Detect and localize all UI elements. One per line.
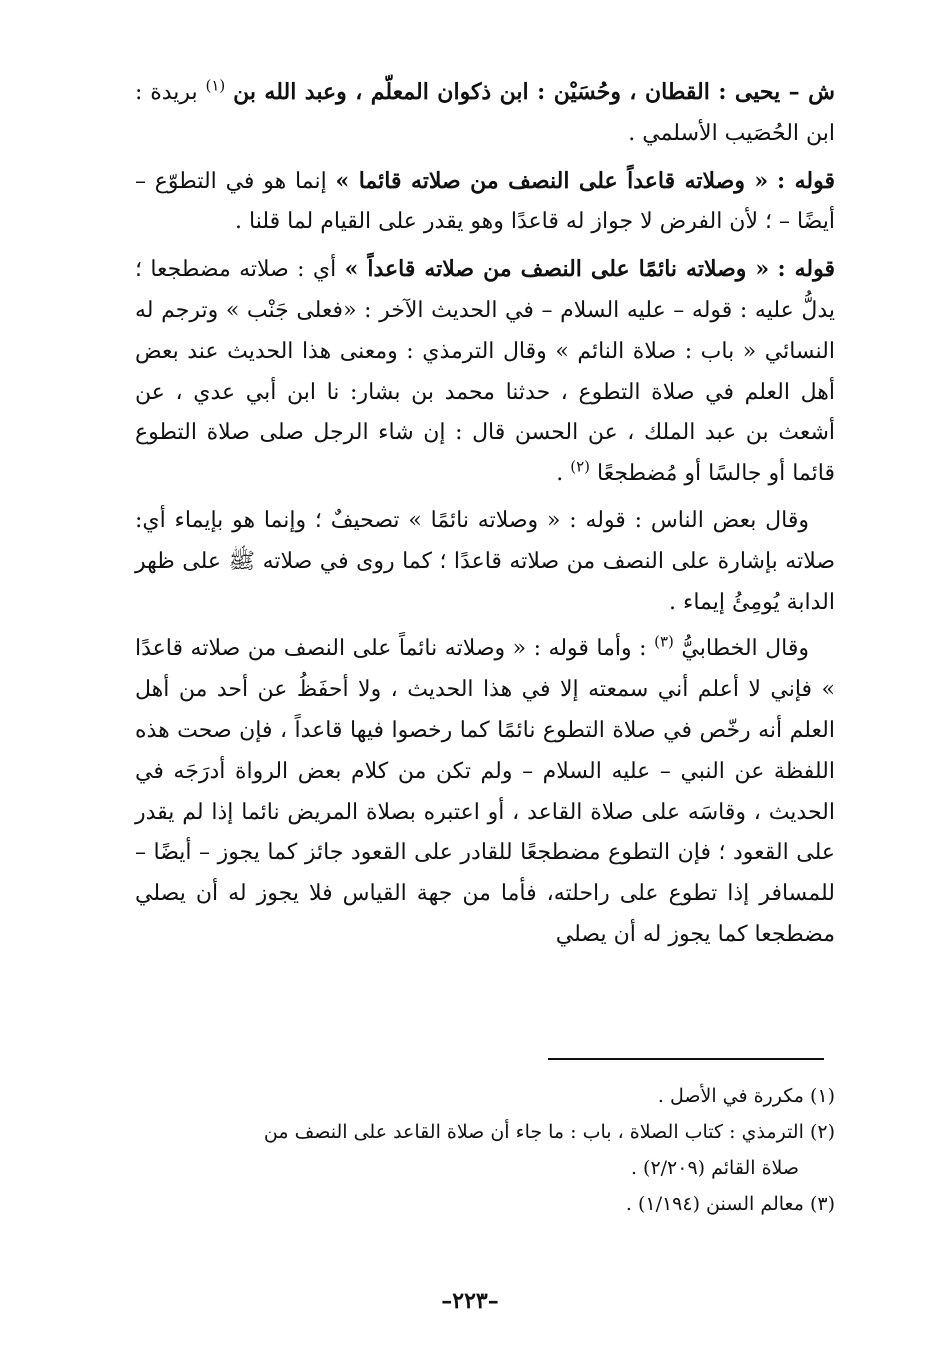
footnote-1-number: (١) (809, 1085, 835, 1107)
footnote-2-continuation (135, 1150, 835, 1186)
paragraph-3-lead: قوله : (777, 256, 835, 283)
paragraph-3-end: . (556, 461, 564, 487)
page-number: –٢٢٣– (441, 1288, 499, 1314)
paragraph-1-tail: بريدة : ابن الحُصَيب الأسلمي . (135, 80, 835, 146)
footnote-3-number: (٣) (809, 1193, 835, 1215)
footnote-1-text: مكررة في الأصل . (657, 1085, 804, 1107)
main-text (135, 72, 835, 962)
paragraph-5 (135, 629, 835, 955)
footnote-ref-3: (٣) (654, 633, 674, 652)
footnote-1 (135, 1078, 835, 1114)
paragraph-5-lead: وقال الخطابيُّ (681, 636, 809, 662)
footnote-2 (135, 1114, 835, 1150)
footnote-2-number: (٢) (809, 1121, 835, 1143)
paragraph-1 (135, 72, 835, 155)
paragraph-2-tail: إنما هو في التطوّع – أيضًا – ؛ لأن الفرض لا جواز له قاعدًا وهو يقدر على القيام لما قلنا . (135, 168, 835, 235)
paragraph-1-lead: ش – يحيى : القطان ، وحُسَيْن : ابن ذكوان المعلّم ، وعبد الله بن (233, 79, 836, 105)
paragraph-3-quote: « وصلاته نائمًا على النصف من صلاته قاعداً » (344, 256, 770, 283)
paragraph-2-quote: « وصلاته قاعداً على النصف من صلاته قائما » (335, 167, 769, 194)
footnote-ref-2: (٢) (570, 457, 591, 476)
footnote-ref-1: (١) (205, 76, 226, 95)
footnote-2-cont-text: صلاة القائم (٢/٢٠٩) . (630, 1157, 799, 1179)
paragraph-5-text: : وأما قوله : « وصلاته نائماً على النصف من صلاته قاعدًا » فإني لا أعلم أني سمعته إلا في هذا الحديث ، ولا أحفَظُ عن أحد من أهل العلم أنه رخّص في صلاة التطوع نائمًا كما رخصوا فيها قاعداً ، فإن صحت هذه اللفظة عن النبي – عليه السلام – ولم تكن من كلام بعض الرواة أدرَجَه في الحديث ، وقاسَه على صلاة القاعد ، أو اعتبره بصلاة المريض نائما إذا لم يقدر على القعود ؛ فإن التطوع مضطجعًا للقادر على القعود جائز كما يجوز – أيضًا – للمسافر إذا تطوع على راحلته، فأما من جهة القياس فلا يجوز له أن يصلي مضطجعا كما يجوز له أن يصلي (135, 636, 835, 947)
footnote-3 (135, 1186, 835, 1222)
paragraph-4 (135, 501, 835, 623)
footnote-divider (548, 1058, 824, 1060)
paragraph-4-text: وقال بعض الناس : قوله : « وصلاته نائمًا » تصحيفٌ ؛ وإنما هو بإيماء أي: صلاته بإشارة على النصف من صلاته قاعدًا ؛ كما روى في صلاته ﷺ على ظهر الدابة يُومِئُ إيماء . (135, 507, 835, 615)
paragraph-2-lead: قوله : (777, 167, 835, 194)
footnote-2-text: الترمذي : كتاب الصلاة ، باب : ما جاء أن صلاة القاعد على النصف من (263, 1121, 804, 1143)
paragraph-2 (135, 161, 835, 244)
paragraph-3-tail: أي : صلاته مضطجعا ؛ يدلُّ عليه : قوله – عليه السلام – في الحديث الآخر : «فعلى جَنْب » وترجم له النسائي « باب : صلاة النائم » وقال الترمذي : ومعنى هذا الحديث عند بعض أهل العلم في صلاة التطوع ، حدثنا محمد بن بشار: نا ابن أبي عدي ، عن أشعث بن عبد الملك ، عن الحسن قال : إن شاء الرجل صلى صلاة التطوع قائما أو جالسًا أو مُضطجعًا (135, 257, 835, 487)
footnotes (135, 1078, 835, 1222)
paragraph-3 (135, 249, 835, 495)
footnote-3-text: معالم السنن (١/١٩٤) . (625, 1193, 804, 1215)
